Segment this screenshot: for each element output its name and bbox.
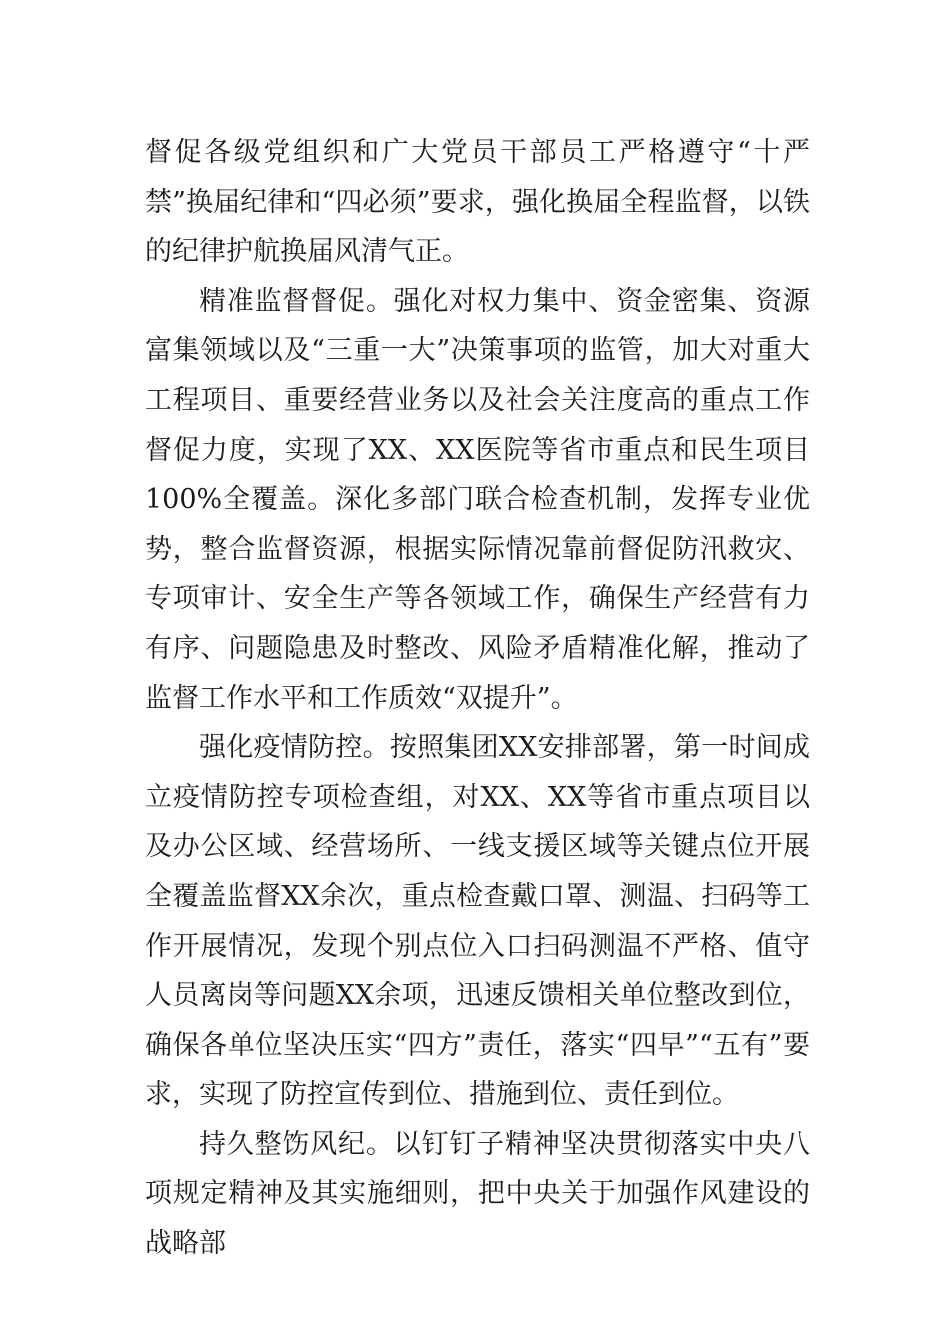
paragraph-precise-supervision: 精准监督督促。强化对权力集中、资金密集、资源富集领域以及“三重一大”决策事项的监管，加大对重大工程项目、重要经营业务以及社会关注度高的重点工作督促力度，实现了XX、XX医院等省市重点和民生项目100%全覆盖。深化多部门联合检查机制，发挥专业优势，整合监督资源，根据实际情况靠前督促防汛救灾、专项审计、安全生产等各领域工作，确保生产经营有力有序、问题隐患及时整改、风险矛盾精准化解，推动了监督工作水平和工作质效“双提升”。	[145, 285, 810, 714]
paragraph-epidemic-prevention: 强化疫情防控。按照集团XX安排部署，第一时间成立疫情防控专项检查组，对XX、XX等省市重点项目以及办公区域、经营场所、一线支援区域等关键点位开展全覆盖监督XX余次，重点检查戴口罩、测温、扫码等工作开展情况，发现个别点位入口扫码测温不严格、值守人员离岗等问题XX余项，迅速反馈相关单位整改到位，确保各单位坚决压实“四方”责任，落实“四早”“五有”要求，实现了防控宣传到位、措施到位、责任到位。	[145, 732, 810, 1111]
paragraph-continuation: 督促各级党组织和广大党员干部员工严格遵守“十严禁”换届纪律和“四必须”要求，强化换届全程监督，以铁的纪律护航换届风清气正。	[145, 137, 810, 268]
paragraph-work-style-discipline: 持久整饬风纪。以钉钉子精神坚决贯彻落实中央八项规定精神及其实施细则，把中央关于加强作风建设的战略部	[145, 1128, 810, 1260]
document-page	[145, 128, 810, 1269]
